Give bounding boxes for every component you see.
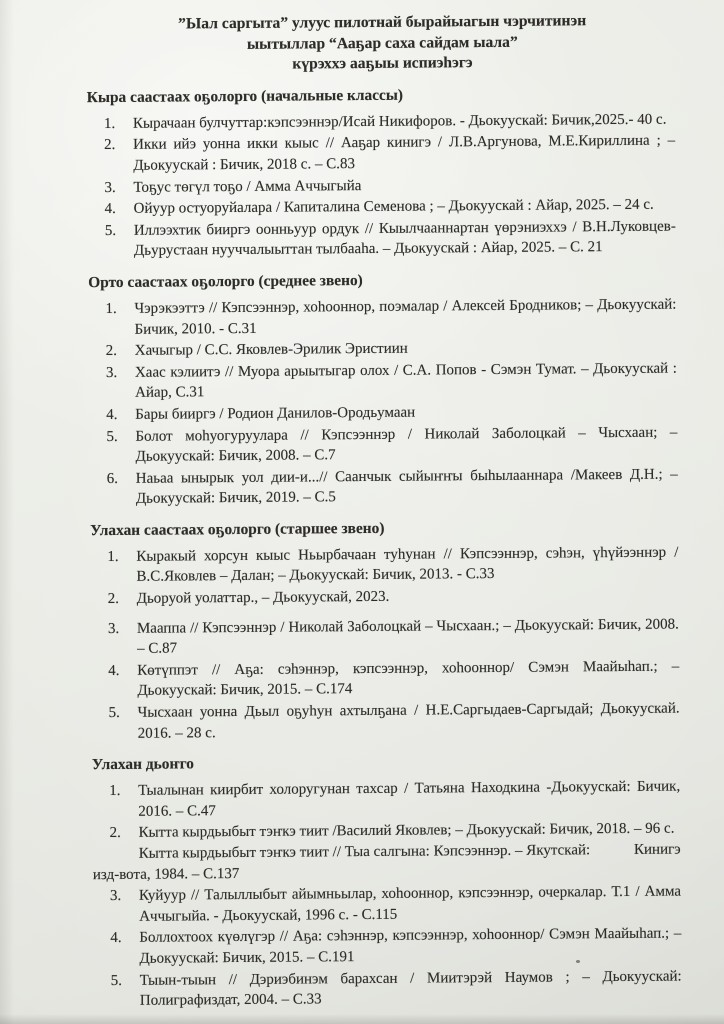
list-item: Чысхаан уонна Дьыл оҕуһун ахтылҕана / Н.Е.Саргыдаев-Саргыдай; Дьокуускай. 2016. – 28 с. bbox=[137, 700, 680, 742]
list-item: Бары бииргэ / Родион Данилов-Ородьумаан bbox=[135, 404, 416, 423]
list-item: Хачыгыр / С.С. Яковлев-Эрилик Эристиин bbox=[134, 340, 408, 359]
book-list bbox=[88, 294, 682, 510]
list-item: Тыын-тыын // Дэриэбинэм барахсан / Миитэрэй Наумов ; – Дьокуускай: Полиграфиздат, 2004. – С.33 bbox=[139, 968, 682, 1009]
title-line-3: күрэххэ ааҕыы испиэһэгэ bbox=[292, 54, 473, 73]
section-senior-readers bbox=[90, 515, 684, 744]
section-heading: Кыра саастаах оҕолорго (начальные классы) bbox=[86, 86, 404, 106]
list-item: Тоҕус төгүл тоҕо / Амма Аччыгыйа bbox=[133, 177, 362, 196]
section-heading: Орто саастаах оҕолорго (среднее звено) bbox=[88, 271, 363, 292]
section-heading: Улахан дьоҥго bbox=[91, 755, 195, 774]
ink-dot bbox=[576, 960, 580, 963]
list-item: Ойуур остуоруйалара / Капиталина Семенова ; – Дьокуускай : Айар, 2025. – 24 с. bbox=[133, 196, 654, 217]
list-item: Кыракый хорсун кыыс Ньырбачаан туһунан // Кэпсээннэр, сэһэн, үһүйээннэр / В.С.Яковлев – Далан; – Дьокуускай: Бичик, 2013. - С.33 bbox=[136, 544, 679, 586]
entry-line-right: Кинигэ bbox=[633, 841, 681, 858]
list-item: Тыалынан киирбит холоругунан тахсар / Татьяна Находкина -Дьокуускай: Бичик, 2016. – С.47 bbox=[138, 778, 681, 820]
section-adults bbox=[92, 750, 686, 1012]
list-item: Икки ийэ уонна икки кыыс // Ааҕар кинигэ / Л.В.Аргунова, М.Е.Кириллина ; – Дьокуускай : Бичик, 2018 с. – С.83 bbox=[133, 132, 676, 174]
list-item: Көтүппэт // Аҕа: сэһэннэр, кэпсээннэр, хоһооннор/ Сэмэн Маайыһап.; – Дьокуускай: Бичик, 2015. – С.174 bbox=[137, 658, 680, 700]
list-item: Иллээхтик бииргэ оонньуур ордук // Кыылчааннартан үөрэниэххэ / В.Н.Луковцев-Дьурустаан нууччалыыттан тылбааһа. – Дьокуускай : Айар, 2025. – С. 21 bbox=[133, 218, 676, 260]
list-item: Наьаа ынырык уол дии-и...// Саанчык сыйыҥҥы быһылааннара /Макеев Д.Н.; – Дьокуускай: Бичик, 2019. – С.5 bbox=[135, 466, 678, 508]
list-item: Дьоруой уолаттар., – Дьокуускай, 2023. bbox=[136, 588, 390, 607]
list-item: Куйуур // Талыллыбыт айымньылар, хоһооннор, кэпсээннэр, очеркалар. Т.1 / Амма Аччыгыйа. - Дьокуускай, 1996 с. - С.115 bbox=[138, 883, 682, 925]
book-list bbox=[92, 777, 686, 1012]
book-list bbox=[87, 109, 680, 262]
book-list bbox=[90, 542, 684, 744]
list-item: Болот моһуогуруулара // Кэпсээннэр / Николай Заболоцкай – Чысхаан; – Дьокуускай: Бичик, 2008. – С.7 bbox=[135, 424, 678, 465]
list-item bbox=[92, 819, 681, 885]
entry-line: Кытта кырдьыбыт тэҥкэ тиит /Василий Яковлев; – Дьокуускай: Бичик, 2018. – 96 с. bbox=[138, 820, 675, 842]
title-line-2: ыытыллар “Ааҕар саха сайдам ыала” bbox=[246, 33, 518, 53]
list-item: Боллохтоох күөлүгэр // Аҕа: сэһэннэр, кэпсээннэр, хоһооннор/ Сэмэн Маайыһап.; – Дьокуускай: Бичик, 2015. – С.191 bbox=[139, 925, 682, 967]
list-item: Кырачаан булчуттар:кэпсээннэр/Исай Никифоров. - Дьокуускай: Бичик,2025.- 40 с. bbox=[132, 111, 667, 132]
section-heading: Улахан саастаах оҕолорго (старшее звено) bbox=[90, 519, 385, 540]
document-title bbox=[86, 11, 678, 77]
list-item: Хаас кэлиитэ // Муора арыытыгар олох / С.А. Попов - Сэмэн Тумат. – Дьокуускай : Айар, С.31 bbox=[134, 360, 677, 402]
entry-line-outdented: изд-вота, 1984. – С.137 bbox=[92, 865, 240, 883]
section-young-readers bbox=[87, 82, 680, 262]
list-item: Чэрэкээттэ // Кэпсээннэр, хоһооннор, поэмалар / Алексей Бродников; – Дьокуускай: Бичик, 2010. - С.31 bbox=[134, 296, 677, 338]
section-middle-readers bbox=[88, 267, 682, 510]
title-line-1: ”Ыал саргыта” улуус пилотнай бырайыагын чэрчитинэн bbox=[178, 12, 587, 33]
list-item: Мааппа // Кэпсээннэр / Николай Заболоцкай – Чысхаан.; – Дьокуускай: Бичик, 2008. – С.87 bbox=[136, 616, 679, 658]
entry-line-left: Кытта кырдьыбыт тэҥкэ тиит // Тыа салгына: Кэпсээннэр. – Якутскай: bbox=[138, 842, 591, 862]
